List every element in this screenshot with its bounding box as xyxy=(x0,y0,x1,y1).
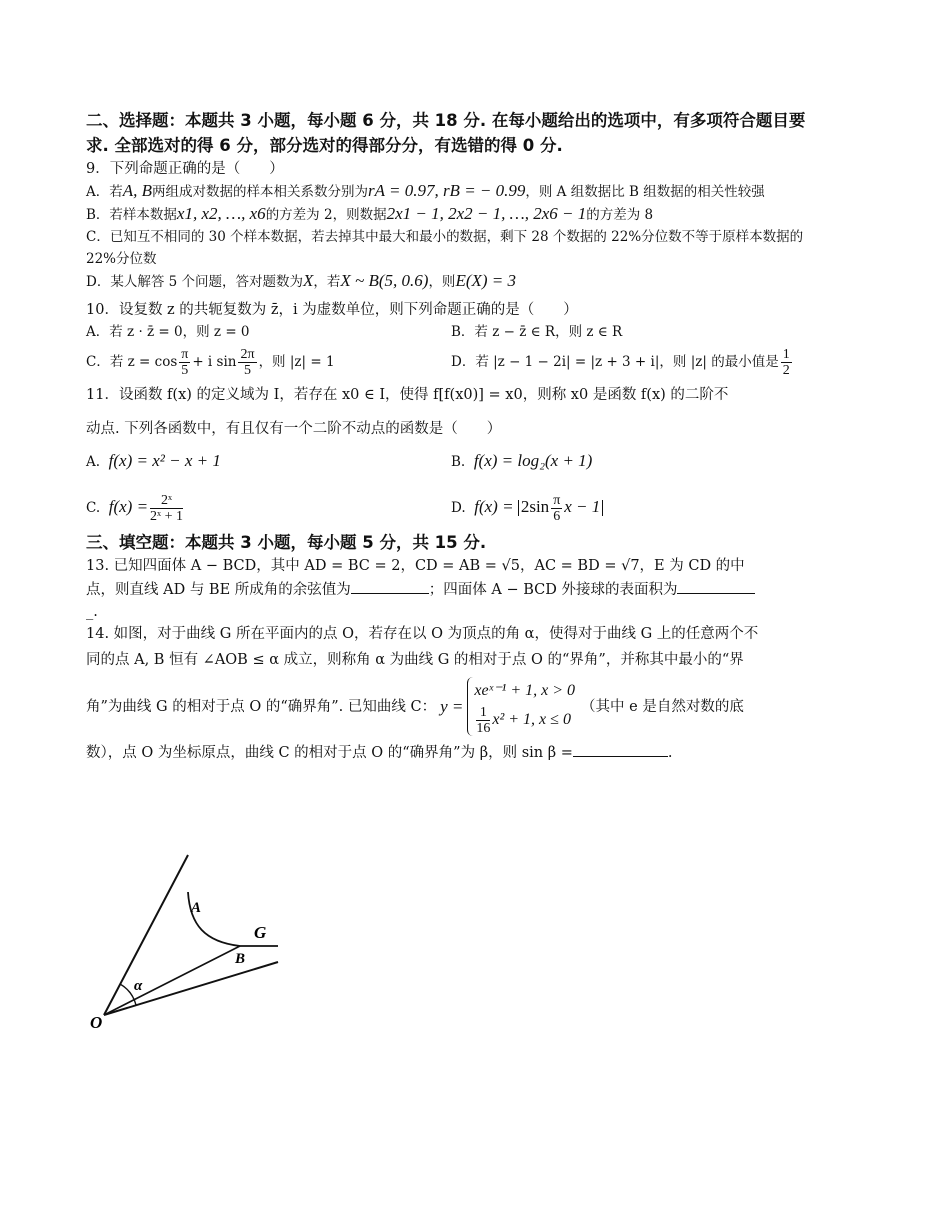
question-13 xyxy=(86,555,816,623)
question-11 xyxy=(86,384,816,524)
q14-line3b: （其中 e 是自然对数的底 xyxy=(581,698,744,715)
label-alpha: α xyxy=(134,978,143,994)
q10-row-ab xyxy=(86,321,816,343)
q13-blank-1[interactable] xyxy=(351,579,429,594)
q14-line2: 同的点 A, B 恒有 ∠AOB ≤ α 成立，则称角 α 为曲线 G 的相对于点 O 的“界角”，并称其中最小的“界 xyxy=(86,652,744,668)
question-14 xyxy=(86,623,816,764)
q11-option-a xyxy=(86,450,451,473)
angle-figure xyxy=(80,850,300,1040)
q13-line3: _. xyxy=(86,604,98,620)
label-o: O xyxy=(90,1013,103,1032)
ray-lower xyxy=(104,962,278,1015)
label-b: B xyxy=(235,951,246,967)
question-10 xyxy=(86,299,816,378)
q11-c-frac xyxy=(150,493,183,524)
q14-line3 xyxy=(86,677,816,736)
q10-c-post: ，则 |z| = 1 xyxy=(258,354,335,370)
q13-blank-2[interactable] xyxy=(677,579,755,594)
q11-c-label: C. xyxy=(86,500,101,516)
q14-case2-den: 16 xyxy=(476,721,491,736)
q10-c-frac1-den: 5 xyxy=(181,363,189,378)
q11-option-c xyxy=(86,493,451,524)
q11-stem-line2: 动点. 下列各函数中，有且仅有一个二阶不动点的函数是（ ） xyxy=(86,421,502,437)
q11-d-post: x − 1 xyxy=(564,497,601,516)
q10-c-frac1-num: π xyxy=(181,347,189,362)
q10-c-frac2 xyxy=(238,347,256,378)
q10-row-cd xyxy=(86,347,816,378)
section-3-heading: 三、填空题：本题共 3 小题，每小题 5 分，共 15 分. xyxy=(86,533,487,552)
q14-line3a: 角”为曲线 G 的相对于点 O 的“确界角”. 已知曲线 C： xyxy=(86,698,437,715)
q11-d-label: D. xyxy=(451,500,466,516)
q11-d-pre: f(x) = xyxy=(474,497,514,516)
q9-option-c: C．已知互不相同的 30 个样本数据，若去掉其中最大和最小的数据，剩下 28 个数据的 22%分位数不等于原样本数据的 22%分位数 xyxy=(86,229,804,267)
q13-line1: 13. 已知四面体 A − BCD，其中 AD = BC = 2，CD = AB = √5，AC = BD = √7，E 为 CD 的中 xyxy=(86,558,745,574)
q11-option-b xyxy=(451,450,816,473)
q9-stem: 9．下列命题正确的是（ ） xyxy=(86,161,284,177)
q9-b-post: 的方差为 8 xyxy=(586,207,654,223)
q10-c-frac2-den: 5 xyxy=(244,363,252,378)
label-g: G xyxy=(254,923,267,942)
q11-d-frac xyxy=(551,493,562,524)
q9-a-post: ，则 A 组数据比 B 组数据的相关性较强 xyxy=(525,184,765,200)
q9-option-b xyxy=(86,203,816,226)
q9-option-a xyxy=(86,180,816,203)
q11-d-abs-text: 2sin xyxy=(520,497,550,516)
q11-c-frac-num: 2ˣ xyxy=(150,493,183,509)
label-a: A xyxy=(191,900,202,916)
q14-case2-row xyxy=(474,705,575,736)
q9-d-mid: ，若 xyxy=(313,274,341,290)
q14-line4 xyxy=(86,742,816,764)
q11-stem-line1: 11．设函数 f(x) 的定义域为 I，若存在 x0 ∈ I，使得 f[f(x0)] = x0，则称 x0 是函数 f(x) 的二阶不 xyxy=(86,387,729,403)
q9-d-math3: E(X) = 3 xyxy=(455,271,516,290)
q9-a-mid: 两组成对数据的样本相关系数分别为 xyxy=(152,184,369,200)
q9-b-pre: B．若样本数据 xyxy=(86,207,177,223)
q10-d-frac-num: 1 xyxy=(782,347,790,362)
q9-d-mid2: ，则 xyxy=(428,274,456,290)
q9-a-math1: A, B xyxy=(122,181,153,200)
q9-b-mid: 的方差为 2，则数据 xyxy=(265,207,387,223)
q10-option-c xyxy=(86,347,451,378)
q11-d-frac-num: π xyxy=(553,493,561,508)
q11-d-frac-den: 6 xyxy=(553,509,561,524)
q14-case2: x² + 1, x ≤ 0 xyxy=(492,711,571,729)
question-9 xyxy=(86,158,816,293)
q14-y-eq: y = xyxy=(440,696,464,716)
q14-case2-num: 1 xyxy=(476,705,490,721)
q10-d-frac-den: 2 xyxy=(782,363,790,378)
q10-d-frac xyxy=(781,347,792,378)
q11-a-expr: f(x) = x² − x + 1 xyxy=(108,451,221,470)
q11-row-cd xyxy=(86,493,816,524)
q11-c-frac-den: 2ˣ + 1 xyxy=(150,509,183,524)
q10-d-pre: D．若 |z − 1 − 2i| = |z + 3 + i|，则 |z| 的最小值是 xyxy=(451,354,779,370)
q14-line4-text: 数），点 O 为坐标原点，曲线 C 的相对于点 O 的“确界角”为 β，则 sin β = xyxy=(86,745,573,761)
q13-line2a: 点，则直线 AD 与 BE 所成角的余弦值为 xyxy=(86,582,351,598)
q9-a-math2: rA = 0.97, rB = − 0.99 xyxy=(368,181,526,200)
q14-line1: 14. 如图，对于曲线 G 所在平面内的点 O，若存在以 O 为顶点的角 α，使得对于曲线 G 上的任意两个不 xyxy=(86,626,759,642)
q11-row-ab xyxy=(86,450,816,473)
ray-upper xyxy=(104,855,188,1015)
q13-line2b: ；四面体 A − BCD 外接球的表面积为 xyxy=(428,582,678,598)
q9-option-d xyxy=(86,270,816,293)
q11-option-d xyxy=(451,493,816,524)
q10-c-mid: + i sin xyxy=(192,354,237,370)
exam-page xyxy=(86,108,816,764)
q11-c-pre: f(x) = xyxy=(108,497,149,516)
q14-piecewise xyxy=(467,677,575,736)
section-2-heading: 二、选择题：本题共 3 小题，每小题 6 分，共 18 分. 在每小题给出的选项中，有多项符合题目要求. 全部选对的得 6 分，部分选对的得部分分，有选错的得 0 分. xyxy=(86,111,806,155)
q9-d-math2: X ~ B(5, 0.6) xyxy=(340,271,429,290)
q10-option-b: B．若 z − z̄ ∈ R，则 z ∈ R xyxy=(451,324,623,340)
q10-stem: 10．设复数 z 的共轭复数为 z̄，i 为虚数单位，则下列命题正确的是（ ） xyxy=(86,302,578,318)
q14-blank[interactable] xyxy=(573,742,668,757)
q10-c-frac1 xyxy=(179,347,190,378)
q11-b-label: B. xyxy=(451,454,466,470)
q14-line4-end: . xyxy=(667,745,673,761)
q11-b-expr: f(x) = log₂(x + 1) xyxy=(473,451,593,470)
q9-d-math1: X xyxy=(303,271,314,290)
q9-b-math2: 2x1 − 1, 2x2 − 1, …, 2x6 − 1 xyxy=(386,204,587,223)
q10-option-d xyxy=(451,347,816,378)
q9-b-math1: x1, x2, …, x6 xyxy=(176,204,266,223)
q11-d-abs xyxy=(518,493,603,524)
q9-d-pre: D．某人解答 5 个问题，答对题数为 xyxy=(86,274,303,290)
q11-a-label: A. xyxy=(86,454,101,470)
q10-option-a: A．若 z · z̄ = 0，则 z = 0 xyxy=(86,324,250,340)
q9-a-pre: A．若 xyxy=(86,184,123,200)
q13-line2 xyxy=(86,579,816,601)
q10-c-frac2-num: 2π xyxy=(240,347,255,362)
q14-case1: xeˣ⁻¹ + 1, x > 0 xyxy=(474,682,576,699)
q10-c-pre: C．若 z = cos xyxy=(86,354,178,370)
q14-case2-frac xyxy=(476,705,490,736)
